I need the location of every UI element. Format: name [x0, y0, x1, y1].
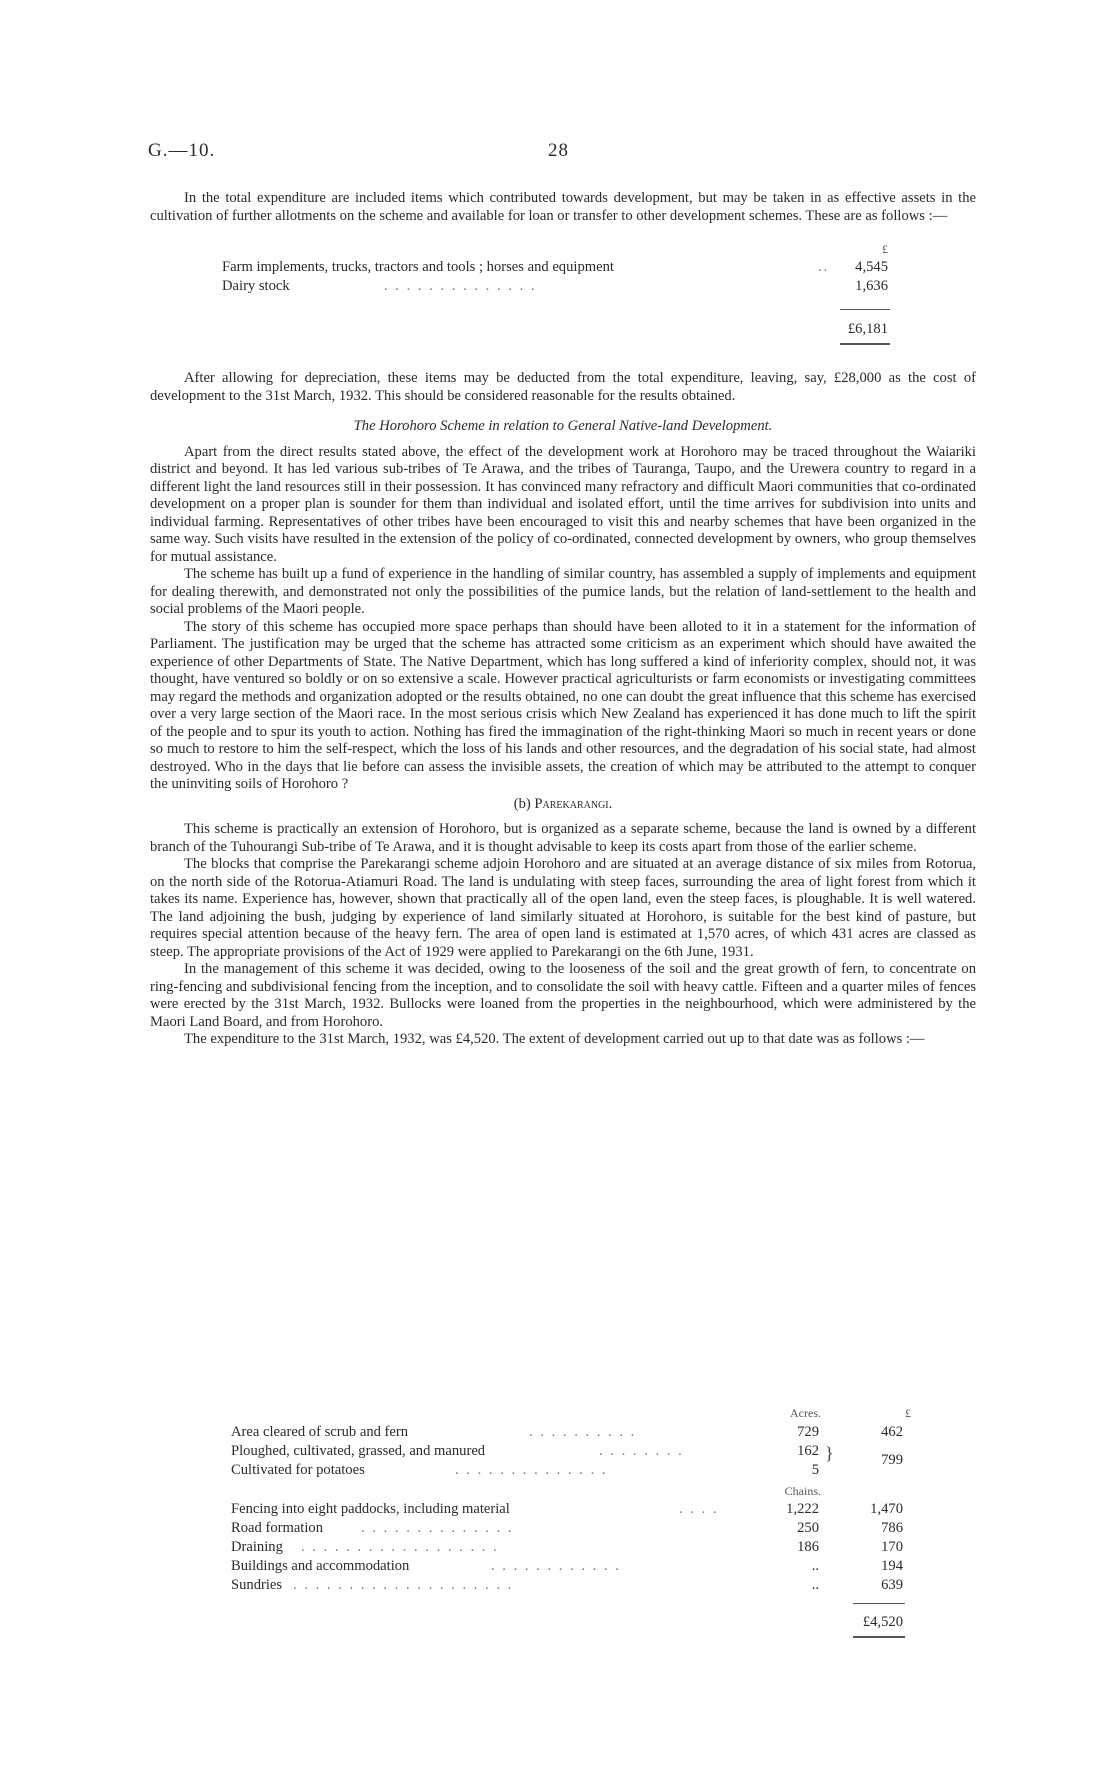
parekarangi-paragraph-1: This scheme is practically an extension of Horohoro, but is organized as a separate scheme, because the land is owned by a different branch of the Tuhourangi Sub-tribe of Te Arawa, and it is thought advisable to keep its costs apart from those of the earlier scheme. — [150, 821, 976, 855]
row-label: Road formation — [231, 1520, 324, 1536]
double-rule — [853, 1636, 905, 1638]
row-qty: .. — [811, 1577, 819, 1593]
currency-header: £ — [905, 1406, 911, 1420]
table-row — [222, 278, 902, 296]
development-total: £4,520 — [862, 1614, 903, 1630]
row-qty: 250 — [797, 1520, 819, 1536]
main-text — [150, 370, 976, 1049]
row-label: Farm implements, trucks, tractors and tools ; horses and equipment — [222, 259, 614, 275]
row-label: Ploughed, cultivated, grassed, and manured — [231, 1443, 486, 1459]
after-allowing-paragraph: After allowing for depreciation, these items may be deducted from the total expenditure, leaving, say, £28,000 as the cost of development to the 31st March, 1932. This should be considered reasonable for the results obtained. — [150, 370, 976, 404]
row-leader-dots: .. — [818, 259, 830, 275]
table-row — [231, 1501, 911, 1519]
row-label: Buildings and accommodation — [231, 1558, 410, 1574]
parekarangi-paragraph-4: The expenditure to the 31st March, 1932, was £4,520. The extent of development carried out up to that date was as follows :— — [184, 1031, 925, 1047]
table-row — [231, 1443, 911, 1468]
row-amount: 1,470 — [870, 1501, 903, 1517]
double-rule — [840, 343, 890, 345]
row-qty: 162 — [797, 1443, 819, 1459]
row-label: Dairy stock — [222, 278, 290, 294]
section-heading: The Horohoro Scheme in relation to General Native-land Development. — [353, 418, 773, 434]
brace-icon: } — [825, 1443, 834, 1463]
row-qty: 729 — [797, 1424, 819, 1440]
table-row — [231, 1424, 911, 1442]
table-row — [231, 1539, 911, 1557]
row-label: Draining — [231, 1539, 283, 1555]
heading-name: Parekarangi. — [534, 795, 613, 812]
row-leader-dots: . . . . . . . . . . . . . . . . . . . . — [293, 1577, 514, 1593]
row-amount: 799 — [881, 1452, 903, 1468]
page-number: 28 — [548, 140, 569, 161]
row-label: Area cleared of scrub and fern — [231, 1424, 409, 1440]
row-leader-dots: . . . . . . . . . . — [529, 1424, 637, 1440]
assets-currency-header: £ — [882, 242, 888, 256]
horohoro-paragraph-3: The story of this scheme has occupied more space perhaps than should have been alloted to it in a statement for the information of Parliament. The justification may be urged that the scheme has attracted some criticism as an experiment which should have awaited the experience of other Departments of State. The Native Department, which has long suffered a kind of inferiority complex, should not, it was thought, have ventured so boldly or on so extensive a scale. However practical agriculturists or farm economists or investigating committees may regard the methods and organization adopted or the results obtained, no one can doubt the great influence that this scheme has exercised over a very large section of the Maori race. In the most serious crisis which New Zealand has experienced it has done much to lift the spirit of the people and to spur its youth to action. Nothing has fired the immagination of the right-thinking Maori so much in recent years or done so much to restore to him the self-respect, which the loss of his lands and other resources, and the degradation of his social state, had almost destroyed. Who in the days that lie before can assess the invisible assets, the creation of which may be attributed to the attempt to conquer the uninviting soils of Horohoro ? — [150, 618, 976, 792]
acres-header: Acres. — [790, 1406, 821, 1420]
parekarangi-paragraph-2: The blocks that comprise the Parekarangi scheme adjoin Horohoro and are situated at an average distance of six miles from Rotorua, on the north side of the Rotorua-Atiamuri Road. The land is undulating with steep faces, surrounding the area of light forest from which it takes its name. Experience has, however, shown that practically all of the open land, even the steep faces, is ploughable. It is well watered. The land adjoining the bush, judging by experience of land similarly situated at Horohoro, is suitable for the best kind of pasture, but requires special attention because of the heavy fern. The area of open land is estimated at 1,570 acres, of which 431 acres are classed as steep. The appropriate provisions of the Act of 1929 were applied to Parekarangi on the 6th June, 1931. — [150, 856, 976, 960]
heading-prefix: (b) — [513, 795, 535, 812]
row-qty: 5 — [811, 1462, 819, 1478]
row-leader-dots: . . . . . . . . . . . . . . — [361, 1520, 514, 1536]
row-amount: 194 — [881, 1558, 903, 1574]
row-amount: 639 — [881, 1577, 903, 1593]
row-qty: 1,222 — [786, 1501, 819, 1517]
parekarangi-heading — [150, 796, 976, 814]
row-leader-dots: . . . . . . . . . . . . . . . . . . — [301, 1539, 499, 1555]
horohoro-paragraph-2: The scheme has built up a fund of experience in the handling of similar country, has assembled a supply of implements and equipment for dealing therewith, and demonstrated not only the possibilities of the pumice lands, but the relation of land-settlement to the health and social problems of the Maori people. — [150, 566, 976, 617]
row-leader-dots: . . . . . . . . . . . . . . — [384, 278, 537, 294]
total-rule — [840, 309, 890, 310]
row-amount: 4,545 — [855, 259, 888, 275]
row-amount: 170 — [881, 1539, 903, 1555]
row-qty: 186 — [797, 1539, 819, 1555]
row-label: Sundries — [231, 1577, 283, 1593]
chains-header: Chains. — [784, 1484, 821, 1498]
table-row — [231, 1558, 911, 1576]
parekarangi-paragraph-3: In the management of this scheme it was decided, owing to the looseness of the soil and the great growth of fern, to concentrate on ring-fencing and subdivisional fencing from the inception, and to consolidate the soil with heavy cattle. Fifteen and a quarter miles of fences were erected by the 31st March, 1932. Bullocks were loaned from the properties in the neighbourhood, which were administered by the Maori Land Board, and from Horohoro. — [150, 961, 976, 1030]
horohoro-paragraph-1: Apart from the direct results stated above, the effect of the development work at Horohoro may be traced throughout the Waiariki district and beyond. It has led various sub-tribes of Te Arawa, and the tribes of Tauranga, Taupo, and the Urewera country to regard in a different light the land resources still in their possession. It has convinced many refractory and difficult Maori communities that co-ordinated development on a proper plan is sounder for them than individual and isolated effort, until the time arrives for subdivision into units and individual farming. Representatives of other tribes have been encouraged to visit this and nearby schemes that have been organized in the same way. Such visits have resulted in the extension of the policy of co-ordinated, connected development by owners, who group themselves for mutual assistance. — [150, 443, 976, 565]
row-amount: 1,636 — [855, 278, 888, 294]
total-rule — [853, 1603, 905, 1604]
development-table — [231, 1405, 911, 1655]
row-leader-dots: . . . . . . . . — [599, 1443, 684, 1459]
row-leader-dots: . . . . . . . . . . . . — [491, 1558, 621, 1574]
intro-section — [150, 190, 976, 225]
table-row — [231, 1462, 911, 1480]
table-row — [231, 1520, 911, 1538]
document-reference: G.—10. — [148, 140, 216, 161]
row-leader-dots: . . . . . . . . . . . . . . — [455, 1462, 608, 1478]
row-qty: .. — [811, 1558, 819, 1574]
row-amount: 462 — [881, 1424, 903, 1440]
assets-table — [222, 241, 902, 341]
row-amount: 786 — [881, 1520, 903, 1536]
assets-total: £6,181 — [847, 321, 888, 337]
table-row — [222, 259, 902, 277]
row-label: Fencing into eight paddocks, including material — [231, 1501, 510, 1517]
intro-paragraph: In the total expenditure are included items which contributed towards development, but may be taken in as effective assets in the cultivation of further allotments on the scheme and available for loan or transfer to other development schemes. These are as follows :— — [150, 190, 976, 224]
row-label: Cultivated for potatoes — [231, 1462, 365, 1478]
row-leader-dots: . . . . — [679, 1501, 719, 1517]
table-row — [231, 1577, 911, 1595]
